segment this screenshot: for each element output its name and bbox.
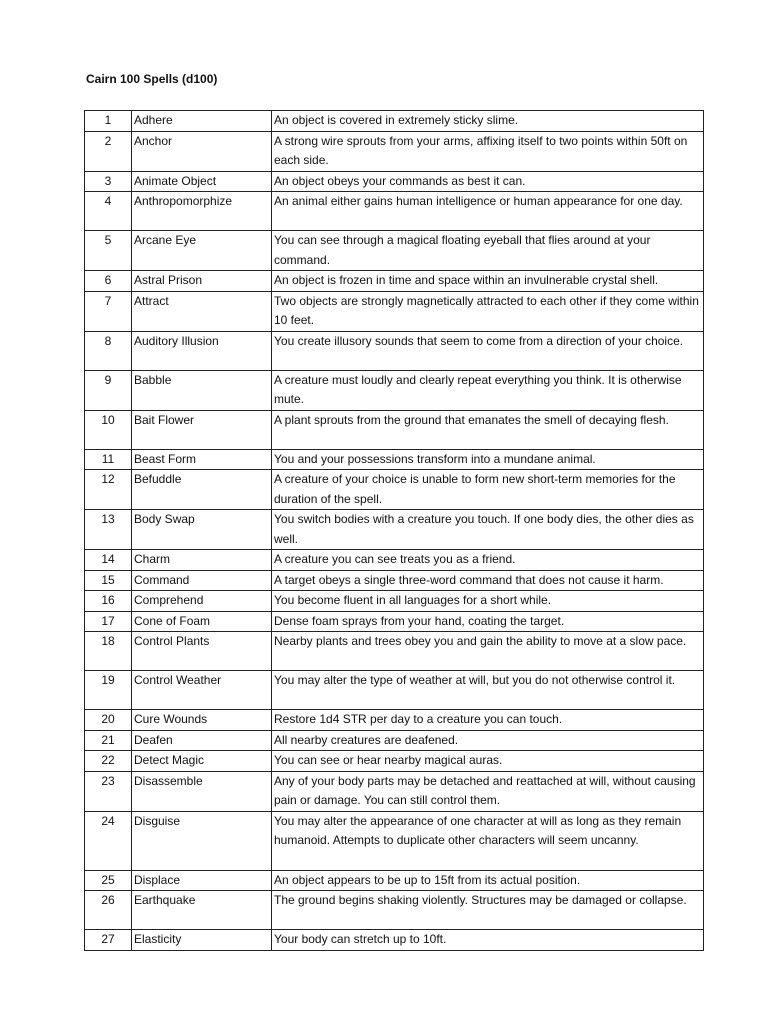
spell-description: You become fluent in all languages for a short while.	[272, 591, 704, 612]
spell-description: You can see or hear nearby magical auras.	[272, 751, 704, 772]
spell-name: Body Swap	[132, 510, 272, 550]
spell-name: Detect Magic	[132, 751, 272, 772]
spell-number: 13	[85, 510, 132, 550]
spell-number: 6	[85, 271, 132, 292]
spell-name: Displace	[132, 870, 272, 891]
spell-name: Control Weather	[132, 671, 272, 710]
spell-description: You can see through a magical floating eyeball that flies around at your command.	[272, 231, 704, 271]
spell-description: A creature you can see treats you as a friend.	[272, 550, 704, 571]
table-row	[85, 870, 704, 891]
spell-number: 23	[85, 771, 132, 811]
table-row	[85, 730, 704, 751]
spell-name: Control Plants	[132, 632, 272, 671]
spell-description: A plant sprouts from the ground that emanates the smell of decaying flesh.	[272, 410, 704, 449]
spell-name: Auditory Illusion	[132, 331, 272, 370]
spell-name: Beast Form	[132, 449, 272, 470]
spell-description: An object is frozen in time and space within an invulnerable crystal shell.	[272, 271, 704, 292]
spell-number: 5	[85, 231, 132, 271]
spell-name: Comprehend	[132, 591, 272, 612]
table-row	[85, 930, 704, 951]
spell-number: 11	[85, 449, 132, 470]
table-row	[85, 611, 704, 632]
spell-number: 12	[85, 470, 132, 510]
table-row	[85, 111, 704, 132]
table-row	[85, 751, 704, 772]
spell-description: You may alter the appearance of one character at will as long as they remain humanoid. Attempts to duplicate other characters will seem uncanny.	[272, 811, 704, 870]
spell-description: An object is covered in extremely sticky slime.	[272, 111, 704, 132]
spell-name: Deafen	[132, 730, 272, 751]
spell-number: 25	[85, 870, 132, 891]
table-row	[85, 550, 704, 571]
spell-number: 26	[85, 891, 132, 930]
table-row	[85, 449, 704, 470]
spell-description: Your body can stretch up to 10ft.	[272, 930, 704, 951]
spell-name: Earthquake	[132, 891, 272, 930]
spell-number: 1	[85, 111, 132, 132]
spell-number: 27	[85, 930, 132, 951]
spell-number: 14	[85, 550, 132, 571]
table-row	[85, 370, 704, 410]
spell-name: Disassemble	[132, 771, 272, 811]
spell-description: All nearby creatures are deafened.	[272, 730, 704, 751]
spell-number: 20	[85, 710, 132, 731]
spell-name: Anthropomorphize	[132, 192, 272, 231]
spell-name: Arcane Eye	[132, 231, 272, 271]
spell-name: Befuddle	[132, 470, 272, 510]
spell-number: 2	[85, 131, 132, 171]
spell-number: 10	[85, 410, 132, 449]
spell-number: 17	[85, 611, 132, 632]
spell-name: Attract	[132, 291, 272, 331]
spell-name: Cone of Foam	[132, 611, 272, 632]
spell-number: 15	[85, 570, 132, 591]
spell-name: Babble	[132, 370, 272, 410]
table-row	[85, 570, 704, 591]
spell-number: 3	[85, 171, 132, 192]
table-row	[85, 591, 704, 612]
table-row	[85, 891, 704, 930]
table-row	[85, 410, 704, 449]
spell-description: You create illusory sounds that seem to come from a direction of your choice.	[272, 331, 704, 370]
table-row	[85, 231, 704, 271]
spell-number: 18	[85, 632, 132, 671]
table-row	[85, 291, 704, 331]
spell-description: A strong wire sprouts from your arms, affixing itself to two points within 50ft on each side.	[272, 131, 704, 171]
document-title: Cairn 100 Spells (d100)	[86, 72, 218, 86]
spell-description: A creature of your choice is unable to form new short-term memories for the duration of the spell.	[272, 470, 704, 510]
table-row	[85, 131, 704, 171]
spells-table	[84, 110, 704, 951]
spell-description: You and your possessions transform into a mundane animal.	[272, 449, 704, 470]
spell-name: Astral Prison	[132, 271, 272, 292]
spell-name: Elasticity	[132, 930, 272, 951]
table-row	[85, 671, 704, 710]
spell-number: 9	[85, 370, 132, 410]
spell-name: Adhere	[132, 111, 272, 132]
spell-description: Dense foam sprays from your hand, coating the target.	[272, 611, 704, 632]
table-row	[85, 192, 704, 231]
spell-number: 19	[85, 671, 132, 710]
spell-name: Anchor	[132, 131, 272, 171]
spell-description: A target obeys a single three-word command that does not cause it harm.	[272, 570, 704, 591]
spell-name: Disguise	[132, 811, 272, 870]
spell-description: An object appears to be up to 15ft from its actual position.	[272, 870, 704, 891]
spell-description: Nearby plants and trees obey you and gain the ability to move at a slow pace.	[272, 632, 704, 671]
table-row	[85, 470, 704, 510]
table-row	[85, 271, 704, 292]
spell-description: A creature must loudly and clearly repeat everything you think. It is otherwise mute.	[272, 370, 704, 410]
spell-number: 16	[85, 591, 132, 612]
spell-name: Charm	[132, 550, 272, 571]
spell-description: An animal either gains human intelligence or human appearance for one day.	[272, 192, 704, 231]
spell-description: Two objects are strongly magnetically attracted to each other if they come within 10 feet.	[272, 291, 704, 331]
spell-description: Any of your body parts may be detached and reattached at will, without causing pain or damage. You can still control them.	[272, 771, 704, 811]
table-row	[85, 510, 704, 550]
spell-description: Restore 1d4 STR per day to a creature you can touch.	[272, 710, 704, 731]
spells-table-body	[85, 111, 704, 951]
spell-number: 24	[85, 811, 132, 870]
spell-name: Cure Wounds	[132, 710, 272, 731]
spell-name: Command	[132, 570, 272, 591]
table-row	[85, 632, 704, 671]
spell-number: 8	[85, 331, 132, 370]
table-row	[85, 331, 704, 370]
spell-description: An object obeys your commands as best it can.	[272, 171, 704, 192]
table-row	[85, 710, 704, 731]
spell-number: 7	[85, 291, 132, 331]
spell-description: The ground begins shaking violently. Structures may be damaged or collapse.	[272, 891, 704, 930]
table-row	[85, 171, 704, 192]
spell-name: Animate Object	[132, 171, 272, 192]
table-row	[85, 811, 704, 870]
spell-number: 22	[85, 751, 132, 772]
spell-name: Bait Flower	[132, 410, 272, 449]
spell-number: 4	[85, 192, 132, 231]
spell-number: 21	[85, 730, 132, 751]
spell-description: You may alter the type of weather at will, but you do not otherwise control it.	[272, 671, 704, 710]
table-row	[85, 771, 704, 811]
spell-description: You switch bodies with a creature you touch. If one body dies, the other dies as well.	[272, 510, 704, 550]
